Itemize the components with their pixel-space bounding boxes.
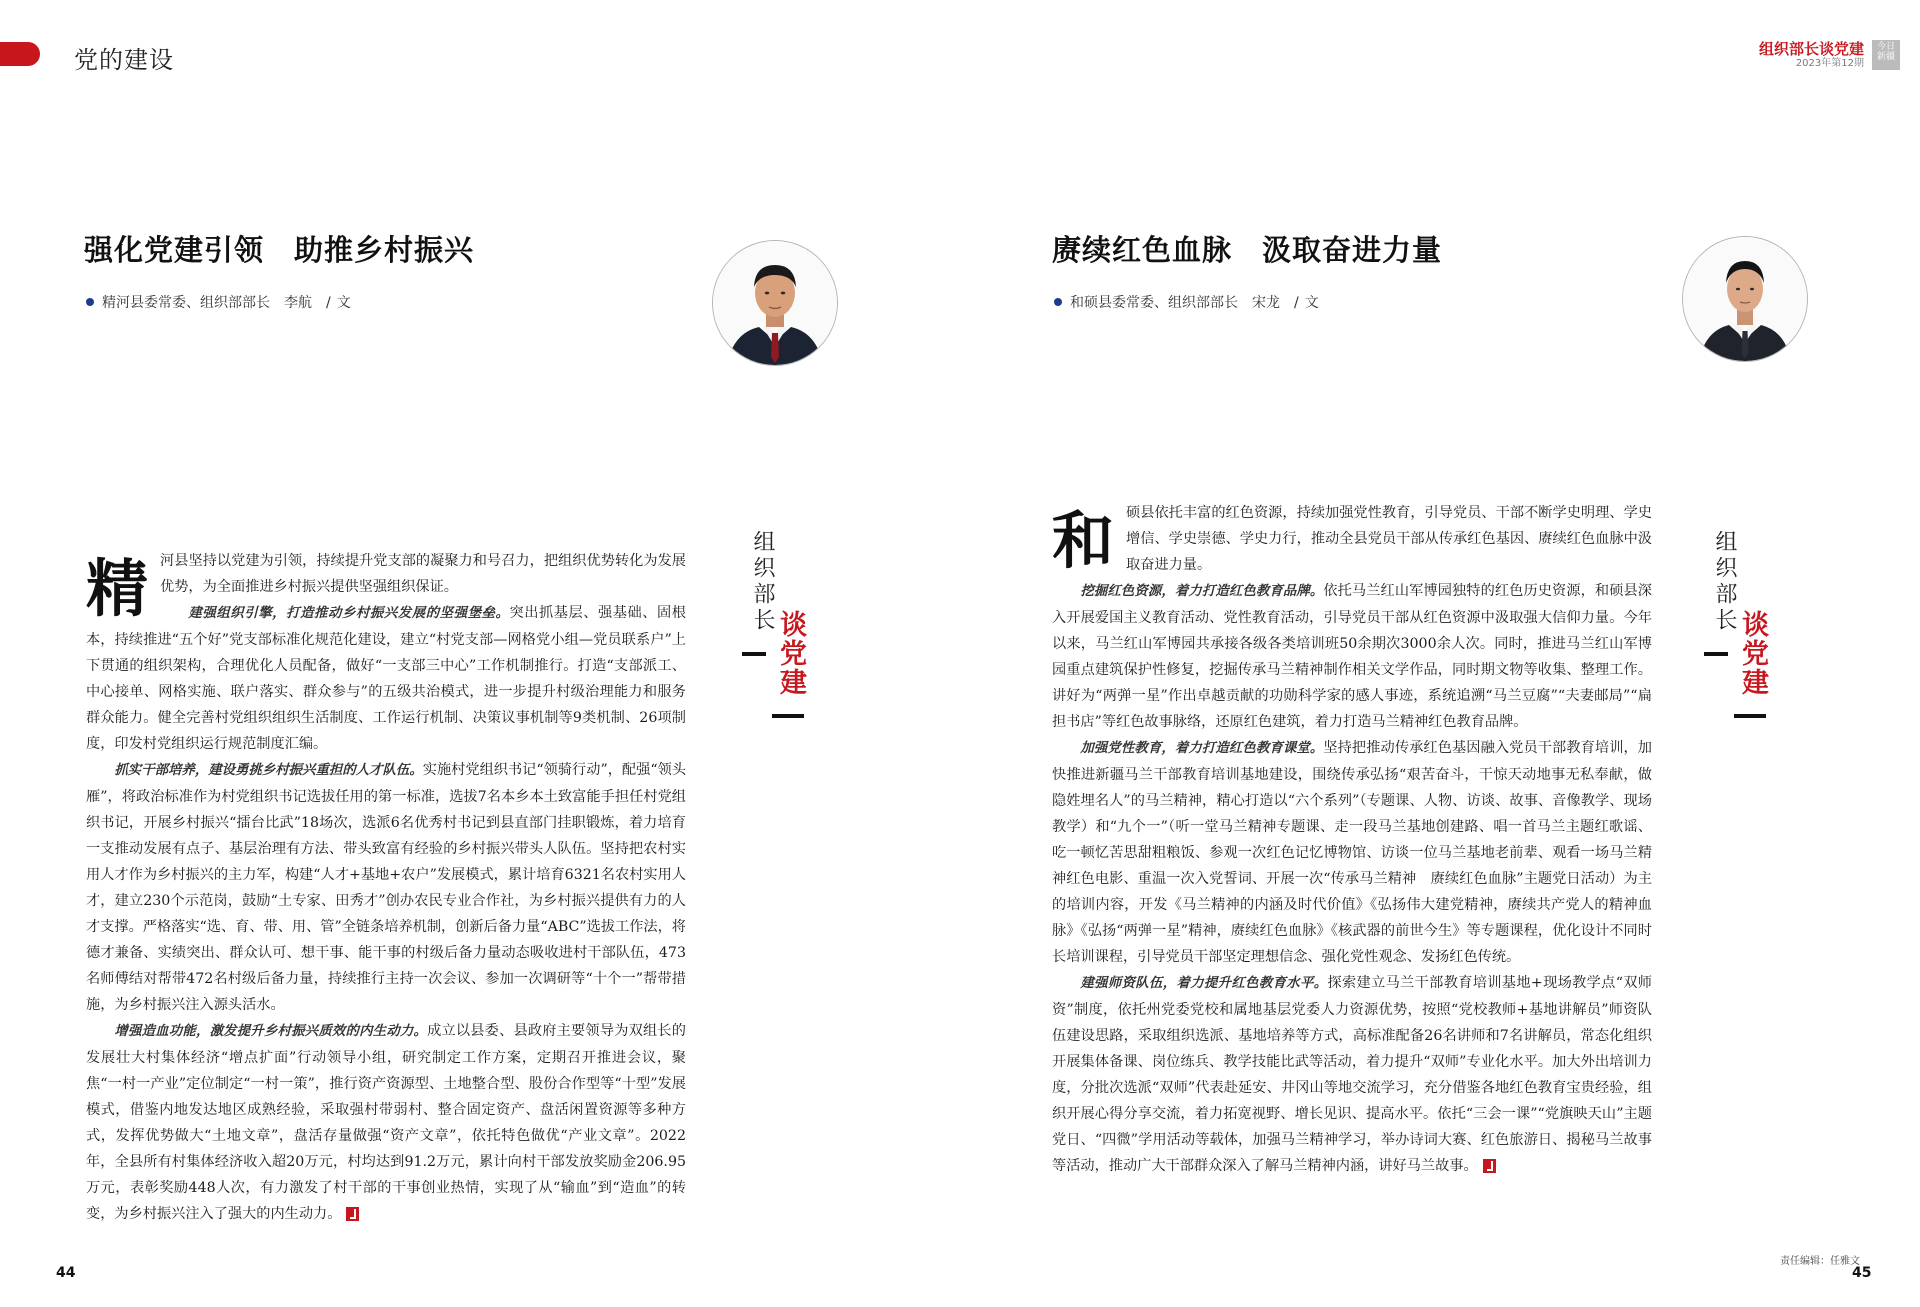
left-author-portrait (712, 240, 838, 366)
right-vertical-bar-top (1704, 652, 1728, 656)
left-page-number: 44 (56, 1265, 76, 1281)
brand-name: 组织部长谈党建 (1758, 40, 1864, 58)
right-vertical-column-label (1704, 530, 1800, 810)
right-byline-suffix: 文 (1304, 295, 1319, 311)
man-portrait-icon (713, 241, 837, 365)
magazine-brand (1759, 40, 1864, 70)
editor-credit: 责任编辑：任雅文 (1780, 1256, 1860, 1267)
right-article-title: 赓续红色血脉 汲取奋进力量 (1052, 233, 1443, 267)
left-intro-paragraph: 精河县坚持以党建为引领，持续提升党支部的凝聚力和号召力，把组织优势转化为发展优势，为全面推进乡村振兴提供坚强组织保证。 (86, 552, 686, 625)
right-author-portrait (1682, 236, 1808, 362)
man-portrait-icon (1683, 237, 1807, 361)
end-mark-icon (346, 1207, 359, 1221)
left-dropcap: 精 (86, 552, 149, 625)
brand-badge: 今日 新疆 (1872, 40, 1900, 70)
left-vertical-bar-top (742, 652, 766, 656)
section-tab-marker (0, 42, 40, 66)
left-vertical-bar-bottom (772, 714, 804, 718)
left-byline: 精河县委常委、组织部部长 李航 / 文 (86, 292, 351, 312)
right-intro-paragraph: 和硕县依托丰富的红色资源，持续加强党性教育，引导党员、干部不断学史明理、学史增信、学史崇德、学史力行，推动全县党员干部从传承红色基因、赓续红色血脉中汲取奋进力量。 (1052, 504, 1652, 577)
section-title: 党的建设 (74, 46, 174, 74)
left-paragraph-2: 抓实干部培养，建设勇挑乡村振兴重担的人才队伍。实施村党组织书记“领骑行动”，配强“领头雁”，将政治标准作为村党组织书记选拔任用的第一标准，选拔7名本乡本土致富能手担任村党组织书记，开展乡村振兴“擂台比武”18场次，选派6名优秀村书记到县直部门挂职锻炼，着力培育一支推动发展有点子、基层治理有方法、带头致富有经验的乡村振兴带头人队伍。坚持把农村实用人才作为乡村振兴的主力军，构建“人才+基地+农户”发展模式，累计培育6321名农村实用人才，建立230个示范岗，鼓励“土专家、田秀才”创办农民专业合作社，为乡村振兴提供有力的人才支撑。严格落实“选、育、带、用、管”全链条培养机制，创新后备力量“ABC”选拔工作法，将德才兼备、实绩突出、群众认可、想干事、能干事的村级后备力量动态吸收进村干部队伍，473名师傅结对帮带472名村级后备力量，持续推行主持一次会议、参加一次调研等“十个一”帮带措施，为乡村振兴注入源头活水。 (86, 762, 687, 1013)
right-author-name: 宋龙 (1252, 295, 1280, 311)
right-paragraph-2: 加强党性教育，着力打造红色教育课堂。坚持把推动传承红色基因融入党员干部教育培训，加快推进新疆马兰干部教育培训基地建设，围绕传承弘扬“艰苦奋斗，干惊天动地事无私奉献，做隐姓埋名人”的马兰精神，精心打造以“六个系列”（专题课、人物、访谈、故事、音像教学、现场教学）和“九个一”（听一堂马兰精神专题课、走一段马兰基地创建路、唱一首马兰主题红歌谣、吃一顿忆苦思甜粗粮饭、参观一次红色记忆博物馆、访谈一位马兰基地老前辈、观看一场马兰精神红色电影、重温一次入党誓词、开展一次“传承马兰精神 赓续红色血脉”主题党日活动）为主的培训内容，开发《马兰精神的内涵及时代价值》《弘扬伟大建党精神，赓续共产党人的精神血脉》《弘扬“两弹一星”精神，赓续红色血脉》《核武器的前世今生》等专题课程，优化设计不同时长培训课程，引导党员干部坚定理想信念、强化党性观念、发扬红色传统。 (1052, 740, 1652, 965)
left-author-role: 精河县委常委、组织部部长 (102, 295, 270, 311)
right-page-number: 45 (1852, 1265, 1872, 1281)
left-article-body (86, 548, 686, 1227)
left-vertical-red-text: 谈党建 (775, 610, 806, 697)
right-paragraph-1: 挖掘红色资源，着力打造红色教育品牌。依托马兰红山军博园独特的红色历史资源，和硕县深入开展爱国主义教育活动、党性教育活动，引导党员干部从红色资源中汲取强大信仰力量。今年以来，马兰红山军博园共承接各级各类培训班50余期次3000余人次。同时，推进马兰红山军博园重点建筑保护性修复，挖掘传承马兰精神制作相关文学作品，同时期文物等收集、整理工作。讲好为“两弹一星”作出卓越贡献的功勋科学家的感人事迹，系统追溯“马兰豆腐”“夫妻邮局”“扁担书店”等红色故事脉络，还原红色建筑，着力打造马兰精神红色教育品牌。 (1052, 583, 1652, 730)
end-mark-icon (1483, 1159, 1496, 1173)
right-dropcap: 和 (1052, 504, 1115, 577)
byline-dot-icon (86, 298, 94, 306)
right-vertical-red-text: 谈党建 (1737, 610, 1768, 697)
right-author-role: 和硕县委常委、组织部部长 (1070, 295, 1238, 311)
left-paragraph-1: 建强组织引擎，打造推动乡村振兴发展的坚强堡垒。突出抓基层、强基础、固根本，持续推进“五个好”党支部标准化规范化建设，建立“村党支部—网格党小组—党员联系户”上下贯通的组织架构，合理优化人员配备，做好“一支部三中心”工作机制推行。打造“支部派工、中心接单、网格实施、联户落实、群众参与”的五级共治模式，进一步提升村级治理能力和服务群众能力。健全完善村党组织组织生活制度、工作运行机制、决策议事机制等9类机制、26项制度，印发村党组织运行规范制度汇编。 (86, 605, 686, 752)
right-vertical-black-text: 组织部长 (1712, 530, 1737, 634)
right-article-body (1052, 500, 1652, 1179)
left-paragraph-3: 增强造血功能，激发提升乡村振兴质效的内生动力。成立以县委、县政府主要领导为双组长的发展壮大村集体经济“增点扩面”行动领导小组，研究制定工作方案，定期召开推进会议，聚焦“一村一产业”定位制定“一村一策”，推行资产资源型、土地整合型、股份合作型等“十型”发展模式，借鉴内地发达地区成熟经验，采取强村带弱村、整合固定资产、盘活闲置资源等多种方式，发挥优势做大“土地文章”，盘活存量做强“资产文章”，依托特色做优“产业文章”。2022年，全县所有村集体经济收入超20万元，村均达到91.2万元，累计向村干部发放奖励金206.95万元，表彰奖励448人次，有力激发了村干部的干事创业热情，实现了从“输血”到“造血”的转变，为乡村振兴注入了强大的内生动力。 (86, 1023, 686, 1222)
right-vertical-bar-bottom (1734, 714, 1766, 718)
left-author-name: 李航 (284, 295, 312, 311)
left-byline-suffix: 文 (336, 295, 351, 311)
byline-dot-icon (1054, 298, 1062, 306)
left-vertical-black-text: 组织部长 (750, 530, 775, 634)
right-paragraph-3: 建强师资队伍，着力提升红色教育水平。探索建立马兰干部教育培训基地+现场教学点“双师资”制度，依托州党委党校和属地基层党委人力资源优势，按照“党校教师+基地讲解员”师资队伍建设思路，采取组织选派、基地培养等方式，高标准配备26名讲师和7名讲解员，常态化组织开展集体备课、岗位练兵、教学技能比武等活动，着力提升“双师”专业化水平。加大外出培训力度，分批次选派“双师”代表赴延安、井冈山等地交流学习，充分借鉴各地红色教育宝贵经验，组织开展心得分享交流，着力拓宽视野、增长见识、提高水平。依托“三会一课”“党旗映天山”主题党日、“四微”学用活动等载体，加强马兰精神学习，举办诗词大赛、红色旅游日、揭秘马兰故事等活动，推动广大干部群众深入了解马兰精神内涵，讲好马兰故事。 (1052, 975, 1652, 1174)
left-article-title: 强化党建引领 助推乡村振兴 (84, 233, 475, 267)
right-byline: 和硕县委常委、组织部部长 宋龙 / 文 (1054, 292, 1319, 312)
issue-number: 2023年第12期 (1795, 58, 1864, 69)
left-vertical-column-label (742, 530, 838, 810)
